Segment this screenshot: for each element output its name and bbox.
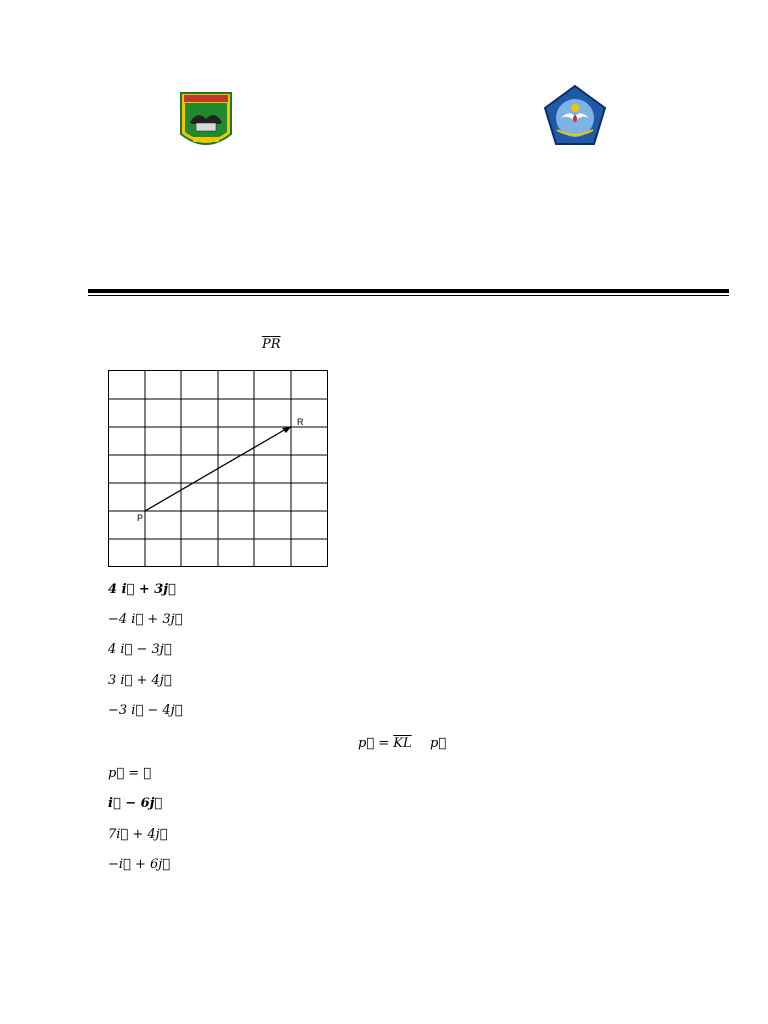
q1-option-c: 4 i⃗ − 3j⃗ xyxy=(108,642,172,657)
point-r-label: R xyxy=(297,417,304,427)
q1-option-a: 4 i⃗ + 3j⃗ xyxy=(108,582,176,597)
q2-option-a: i⃗ − 6j⃗ xyxy=(108,796,163,811)
q2-option-c: −i⃗ + 6j⃗ xyxy=(108,857,171,872)
q1-option-b: −4 i⃗ + 3j⃗ xyxy=(108,612,183,627)
q2-vector-p: p⃗ xyxy=(430,736,447,751)
q1-option-e: −3 i⃗ − 4j⃗ xyxy=(108,703,183,718)
tut-wuri-handayani-logo xyxy=(543,84,607,148)
q2-option-b: 7i⃗ + 4j⃗ xyxy=(108,827,168,842)
q2-question: p⃗ = ⋯ xyxy=(108,766,152,781)
vector-grid-figure xyxy=(108,370,328,567)
header-rule-thin xyxy=(88,295,729,296)
q1-option-d: 3 i⃗ + 4j⃗ xyxy=(108,673,172,688)
header-rule-thick xyxy=(88,289,729,293)
vector-pr-label: $\overline{PR}$ xyxy=(262,337,281,352)
q2-definition: p⃗ = $\overline{KL}$ xyxy=(358,736,412,751)
sumatera-barat-logo xyxy=(180,92,232,154)
vector-pr-arrow xyxy=(145,429,286,511)
point-p-label: P xyxy=(137,513,144,523)
